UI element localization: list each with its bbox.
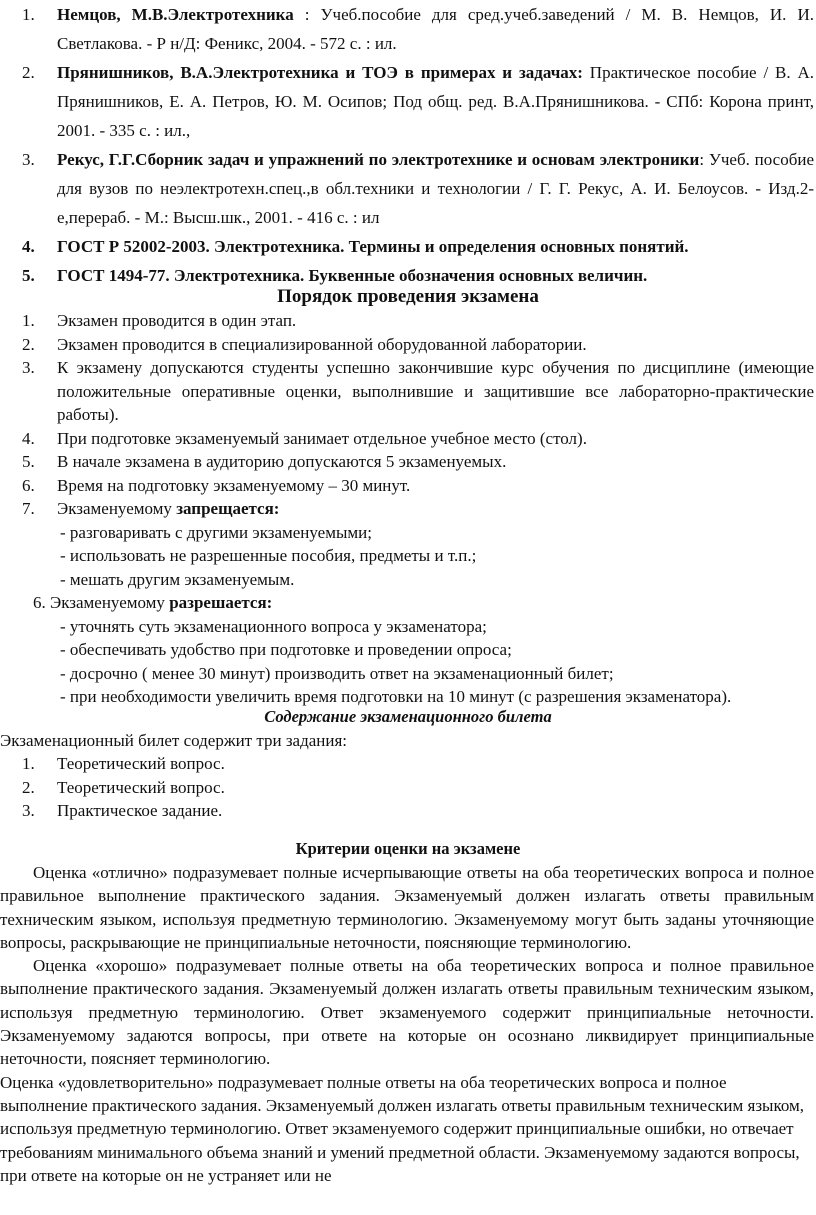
list-item (0, 333, 816, 357)
list-item (0, 309, 816, 333)
literature-item (0, 232, 816, 261)
literature-details: . Электротехника. Термины и определения основных понятий. (205, 237, 689, 256)
literature-item (0, 145, 816, 232)
criteria-paragraph: Оценка «хорошо» подразумевает полные ответы на оба теоретических вопроса и полное правильное выполнение практического задания. Экзаменуемый должен излагать ответы правильным техническим языком, используя предметную терминологию. Ответ экзаменуемого содержит принципиальные неточности. Экзаменуемому задаются вопросы, при ответе на которые он осознано ликвидирует принципиальные неточности, поясняет терминологию. (0, 956, 814, 1069)
ticket-intro: Экзаменационный билет содержит три задания: (0, 731, 348, 750)
literature-author-title: Немцов, М.В.Электротехника (57, 5, 294, 24)
ticket-heading: Содержание экзаменационного билета (264, 707, 552, 726)
list-item-text: Практическое задание. (57, 801, 223, 821)
list-item (0, 450, 816, 474)
allowed-item: - досрочно ( менее 30 минут) производить ответ на экзаменационный билет; (60, 663, 614, 683)
list-item-text: При подготовке экзаменуемый занимает отдельное учебное место (стол). (57, 428, 587, 448)
allowed-label: разрешается: (169, 593, 273, 612)
literature-author-title: Прянишников, В.А.Электротехника и ТОЭ в примерах и задачах: (57, 63, 583, 82)
literature-details: Практическое пособие / В. А. Прянишников, Е. А. Петров, Ю. М. Осипов; Под общ. ред. В.А.Прянишникова. - СПб: Корона принт, 2001. - 335 с. : ил., (57, 63, 814, 140)
list-item-text: Теоретический вопрос. (57, 754, 225, 774)
literature-details: : Учеб.пособие для сред.учеб.заведений / М. В. Немцов, И. И. Светлакова. - Р н/Д: Феникс, 2004. - 572 с. : ил. (57, 5, 814, 53)
list-item-text: Экзамен проводится в один этап. (57, 311, 297, 330)
literature-item (0, 58, 816, 145)
criteria-paragraph: Оценка «отлично» подразумевает полные исчерпывающие ответы на оба теоретических вопроса и полное правильное выполнение практического задания. Экзаменуемый должен излагать ответы правильным техническим языком, используя предметную терминологию. Экзаменуемому могут быть заданы уточняющие вопросы, раскрывающие не принципиальные неточности, поясняющие терминологию. (0, 863, 814, 952)
allowed-item: - уточнять суть экзаменационного вопроса у экзаменатора; (60, 616, 487, 636)
list-number: 3. (22, 150, 35, 169)
list-number: 1. (22, 311, 35, 330)
list-item (0, 356, 816, 427)
procedure-list (0, 309, 816, 709)
forbidden-heading (0, 497, 816, 521)
forbidden-label: запрещается: (176, 499, 280, 518)
list-number: 2. (22, 63, 35, 82)
forbidden-item: - разговаривать с другими экзаменуемыми; (60, 522, 372, 542)
allowed-item: - при необходимости увеличить время подготовки на 10 минут (с разрешения экзаменатора). (60, 687, 732, 706)
list-number: 2. (22, 777, 35, 797)
procedure-heading: Порядок проведения экзамена (277, 286, 539, 307)
list-item-text: Экзамен проводится в специализированной оборудованной лаборатории. (57, 334, 587, 354)
literature-details: Электротехника. Буквенные обозначения основных величин. (169, 266, 648, 285)
allowed-item: - обеспечивать удобство при подготовке и проведении опроса; (60, 640, 512, 659)
literature-item (0, 0, 816, 58)
list-number: 4. (22, 428, 35, 448)
forbidden-prefix: Экзаменуемому (57, 499, 177, 518)
literature-details: : Учеб. пособие для вузов по неэлектротехн.спец.,в обл.техники и технологии / Г. Г. Рекус, А. И. Белоусов. - Изд.2-е,перераб. - М.: Высш.шк., 2001. - 416 с. : ил (57, 150, 814, 227)
list-item (0, 799, 816, 823)
list-item-text: Время на подготовку экзаменуемому – 30 минут. (57, 475, 411, 495)
criteria-heading: Критерии оценки на экзамене (295, 839, 521, 858)
list-item (0, 474, 816, 498)
list-number: 5. (22, 452, 35, 471)
forbidden-item: - мешать другим экзаменуемым. (60, 569, 295, 589)
literature-author-title: ГОСТ Р 52002-2003 (57, 237, 206, 256)
list-number: 2. (22, 334, 35, 354)
list-number: 1. (22, 754, 35, 774)
forbidden-item: - использовать не разрешенные пособия, предметы и т.п.; (60, 546, 477, 565)
list-item-text: Теоретический вопрос. (57, 777, 225, 797)
literature-list (0, 0, 816, 290)
list-number: 6. (33, 593, 46, 612)
allowed-heading (0, 591, 816, 615)
allowed-prefix: Экзаменуемому (50, 593, 170, 612)
list-item-text: В начале экзамена в аудиторию допускаются 5 экзаменуемых. (57, 452, 507, 471)
list-number: 1. (22, 5, 35, 24)
list-number: 4. (22, 237, 35, 256)
list-item-text: К экзамену допускаются студенты успешно закончившие курс обучения по дисциплине (имеющие положительные оперативные оценки, выполнившие и защитившие все лабораторно-практические работы). (57, 358, 814, 424)
list-number: 3. (22, 358, 35, 377)
list-number: 5. (22, 266, 35, 285)
list-item (0, 752, 816, 776)
literature-author-title: ГОСТ 1494-77. (57, 266, 170, 285)
list-number: 3. (22, 801, 35, 821)
literature-author-title: Рекус, Г.Г.Сборник задач и упражнений по электротехнике и основам электроники (57, 150, 700, 169)
list-item (0, 427, 816, 451)
list-number: 6. (22, 475, 35, 495)
list-number: 7. (22, 499, 35, 518)
list-item (0, 776, 816, 800)
criteria-paragraph: Оценка «удовлетворительно» подразумевает полные ответы на оба теоретических вопроса и полное выполнение практического задания. Экзаменуемый должен излагать ответы правильным техническим языком, используя предметную терминологию. Ответ экзаменуемого содержит принципиальные ошибки, но отвечает требованиям минимального объема знаний и умений предметной области. Экзаменуемому задаются вопросы, при ответе на которые он не устраняет или не (0, 1072, 805, 1185)
ticket-section (0, 729, 816, 823)
criteria-section (0, 861, 816, 1187)
